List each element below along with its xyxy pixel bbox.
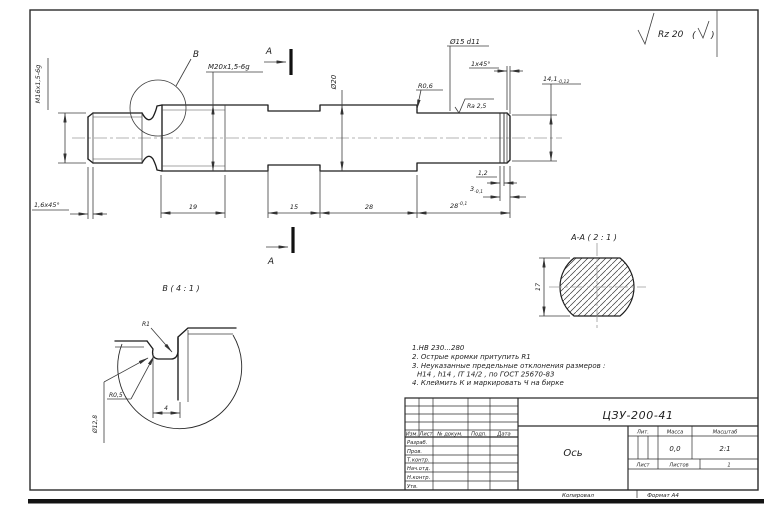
len-4-label: 4 xyxy=(164,405,168,412)
note-4: 4. Клеймить К и маркировать Ч на бирке xyxy=(412,379,564,387)
sheets-label: Листов xyxy=(669,462,689,469)
detail-b-view xyxy=(92,284,242,443)
dim-len-4 xyxy=(153,353,180,418)
note-1: 1.HB 230...280 xyxy=(412,344,465,352)
general-roughness-mark xyxy=(638,13,715,44)
len-28-label: 28 xyxy=(364,203,374,211)
dia-15-label: Ø15 d11 xyxy=(450,38,480,46)
row-utv: Утв. xyxy=(407,484,418,490)
dim-m20 xyxy=(206,63,263,171)
detail-b-profile xyxy=(115,328,236,402)
sheet-label: Лист xyxy=(636,462,650,469)
scale-value: 2:1 xyxy=(719,445,731,453)
len-19-label: 19 xyxy=(188,203,198,211)
dia-20-label: Ø20 xyxy=(330,74,338,90)
dim-len-15 xyxy=(268,168,320,218)
doc-number: ЦЗУ-200-41 xyxy=(602,409,674,422)
detail-letter-label: В xyxy=(192,50,200,60)
paren-open: ( xyxy=(692,31,696,41)
note-3b: H14 , h14 , IT 14/2 , по ГОСТ 25670-83 xyxy=(417,370,555,379)
thread-m16-label: M16x1,5-6g xyxy=(34,64,42,104)
dim-end-141 xyxy=(512,75,581,161)
sheet-frame xyxy=(28,10,764,504)
note-2: 2. Острые кромки притупить R1 xyxy=(412,353,531,361)
technical-notes xyxy=(412,344,605,387)
section-aa-view xyxy=(534,233,646,331)
detail-b-callout xyxy=(130,50,199,136)
format-label: Формат А4 xyxy=(647,493,679,499)
scale-label: Масштаб xyxy=(712,429,738,436)
paren-close: ) xyxy=(711,31,715,41)
thread-m20-label: M20x1,5-6g xyxy=(208,63,250,71)
dim-17-label: 17 xyxy=(534,282,542,292)
lit-label: Лит. xyxy=(637,429,649,436)
dim-len-28 xyxy=(320,175,417,218)
row-tkontr: Т.контр. xyxy=(407,457,430,464)
col-izm: Изм. xyxy=(405,431,419,438)
part-name: Ось xyxy=(563,448,583,459)
roughness-rz-label: Rz 20 xyxy=(658,30,684,40)
bottom-strip xyxy=(562,490,679,499)
dim-dia-20 xyxy=(330,74,342,171)
end-141-label: $14,1_{-0,12}$ xyxy=(543,75,570,85)
section-cut-marks xyxy=(264,47,293,267)
col-doc: № докум. xyxy=(437,431,463,438)
dim-dia-15 xyxy=(447,38,489,111)
section-letter-top: А xyxy=(265,47,273,57)
dim-len-19 xyxy=(161,175,225,218)
groove-12-label: 1,2 xyxy=(478,170,488,177)
r05-label: R0,5 xyxy=(109,392,123,399)
note-3a: 3. Неуказанные предельные отклонения размеров : xyxy=(412,362,606,370)
r1-label: R1 xyxy=(142,321,150,328)
len-15-label: 15 xyxy=(289,203,299,211)
sheets-value: 1 xyxy=(727,462,731,469)
dim-r06 xyxy=(416,82,443,109)
dia-128-label: Ø12,8 xyxy=(92,414,99,434)
mass-value: 0,0 xyxy=(669,445,681,453)
col-date: Дата xyxy=(497,431,511,438)
section-aa-title: А-А ( 2 : 1 ) xyxy=(571,233,617,242)
roughness-ra25 xyxy=(455,99,494,113)
chamfer-right-label: 1x45° xyxy=(471,60,491,68)
len-3-label: $3_{-0,1}$ xyxy=(470,185,484,195)
dim-r05 xyxy=(107,356,154,399)
chamfer-left-label: 1,6x45° xyxy=(34,201,60,209)
mass-label: Масса xyxy=(666,429,684,436)
dim-r1 xyxy=(142,321,172,352)
r06-label: R0,6 xyxy=(418,82,433,90)
page-bottom-edge xyxy=(28,499,764,504)
row-prov: Пров. xyxy=(407,449,423,455)
dim-groove-12 xyxy=(476,166,517,186)
title-block xyxy=(405,398,758,490)
ra25-label: Ra 2,5 xyxy=(467,103,487,110)
main-view xyxy=(32,38,581,267)
detail-b-title: В ( 4 : 1 ) xyxy=(162,284,200,293)
row-razrab: Разраб. xyxy=(407,440,428,446)
dim-m16 xyxy=(34,58,86,163)
col-list: Лист xyxy=(419,431,433,438)
dim-chamfer-left xyxy=(32,167,107,219)
dim-len-28-tol xyxy=(417,166,510,218)
row-nachotd: Нач.отд. xyxy=(407,466,431,472)
len-28-tol-label: $28^{-0,1}$ xyxy=(450,202,468,210)
copied-label: Копировал xyxy=(562,493,594,499)
row-nkontr: Н.контр. xyxy=(407,475,431,481)
dim-dia-128 xyxy=(92,358,148,443)
col-sign: Подп. xyxy=(471,431,487,438)
section-letter-bottom: А xyxy=(267,257,275,267)
